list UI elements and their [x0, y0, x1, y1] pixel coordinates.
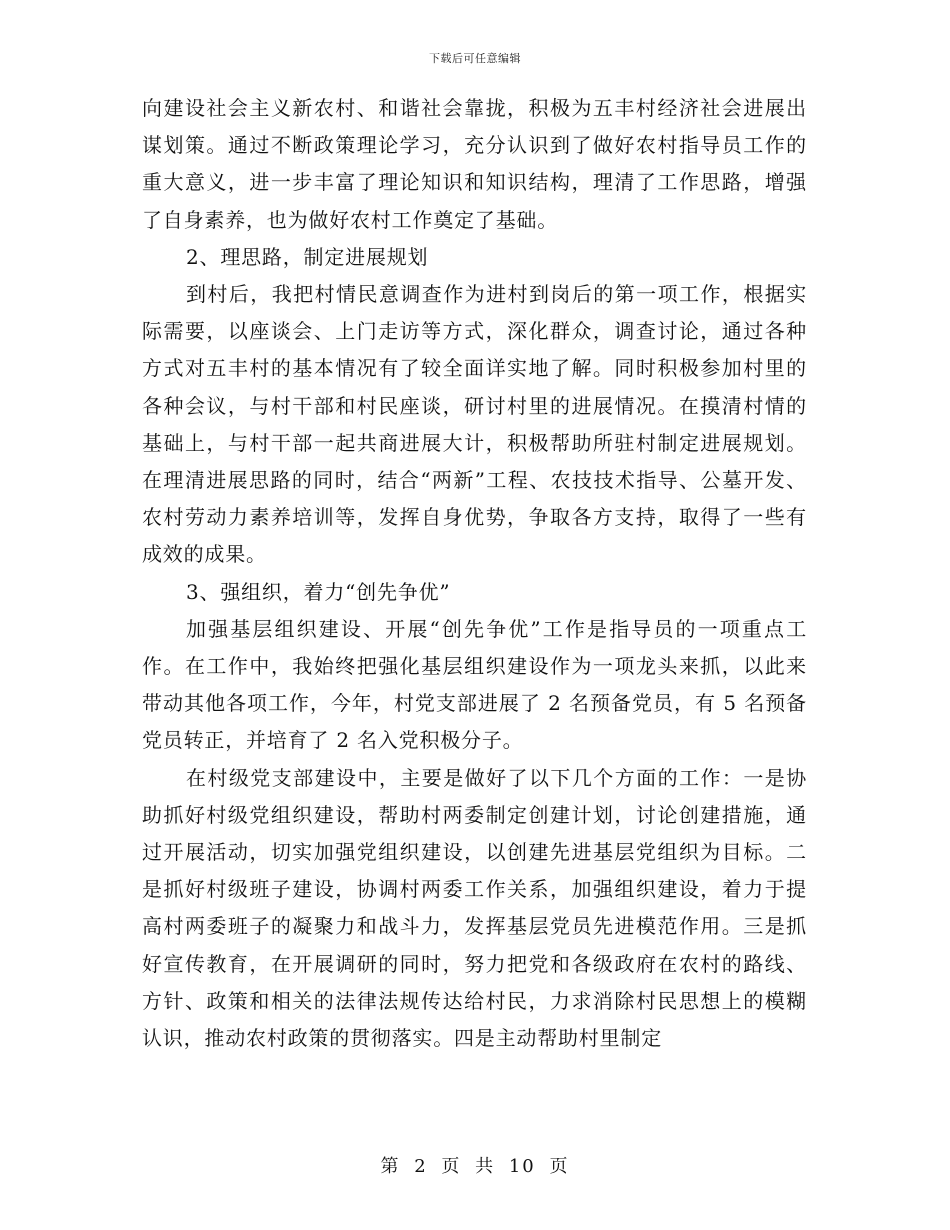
- page-footer: 第 2 页 共 10 页: [380, 1156, 570, 1177]
- page-header: 下载后可任意编辑: [429, 52, 521, 65]
- paragraph-3: 加强基层组织建设、开展“创先争优”工作是指导员的一项重点工作。在工作中，我始终把强化基层组织建设作为一项龙头来抓，以此来带动其他各项工作，今年，村党支部进展了 2 名预备党员，有 5 名预备党员转正，并培育了 2 名入党积极分子。: [142, 616, 807, 753]
- paragraph-4: 在村级党支部建设中，主要是做好了以下几个方面的工作：一是协助抓好村级党组织建设，帮助村两委制定创建计划，讨论创建措施，通过开展活动，切实加强党组织建设，以创建先进基层党组织为目标。二是抓好村级班子建设，协调村两委工作关系，加强组织建设，着力于提高村两委班子的凝聚力和战斗力，发挥基层党员先进模范作用。三是抓好宣传教育，在开展调研的同时，努力把党和各级政府在农村的路线、方针、政策和相关的法律法规传达给村民，力求消除村民思想上的模糊认识，推动农村政策的贯彻落实。四是主动帮助村里制定: [142, 765, 807, 1051]
- section-heading-2: 2、理思路，制定进展规划: [186, 244, 429, 269]
- document-body: [142, 90, 807, 1057]
- paragraph-1: 向建设社会主义新农村、和谐社会靠拢，积极为五丰村经济社会进展出谋划策。通过不断政策理论学习，充分认识到了做好农村指导员工作的重大意义，进一步丰富了理论知识和知识结构，理清了工作思路，增强了自身素养，也为做好农村工作奠定了基础。: [142, 96, 807, 232]
- section-heading-3: 3、强组织，着力“创先争优”: [186, 579, 451, 604]
- paragraph-2: 到村后，我把村情民意调查作为进村到岗后的第一项工作，根据实际需要，以座谈会、上门走访等方式，深化群众，调查讨论，通过各种方式对五丰村的基本情况有了较全面详实地了解。同时积极参加村里的各种会议，与村干部和村民座谈，研讨村里的进展情况。在摸清村情的基础上，与村干部一起共商进展大计，积极帮助所驻村制定进展规划。在理清进展思路的同时，结合“两新”工程、农技技术指导、公墓开发、农村劳动力素养培训等，发挥自身优势，争取各方支持，取得了一些有成效的成果。: [142, 282, 807, 567]
